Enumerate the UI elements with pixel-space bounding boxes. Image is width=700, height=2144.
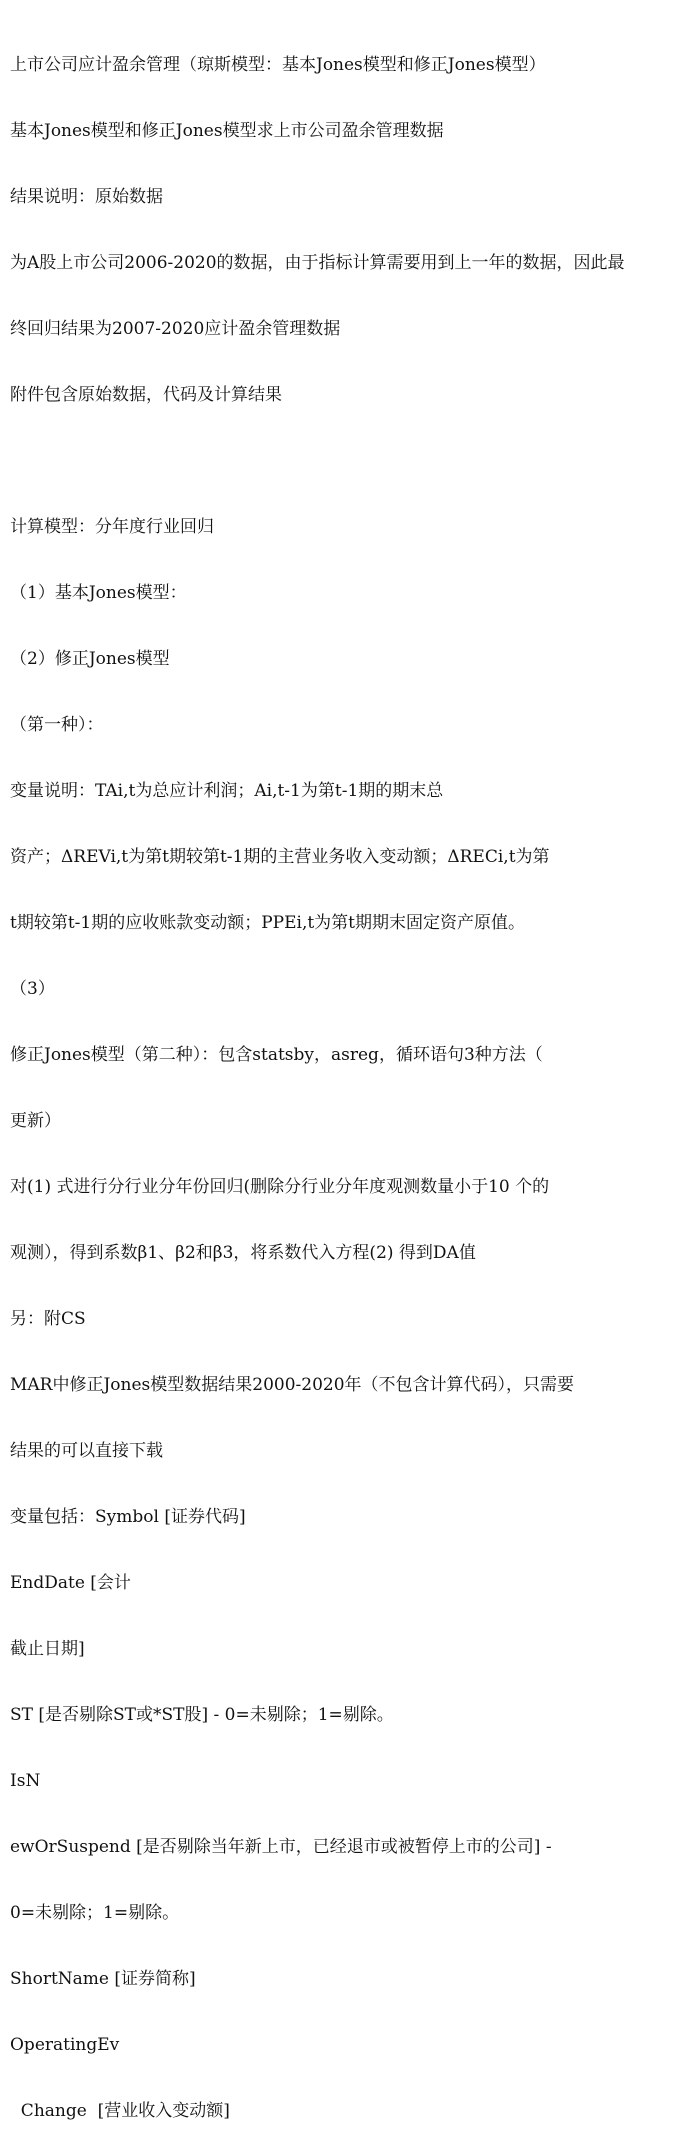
- method-line: 修正Jones模型（第二种）：包含statsby，asreg，循环语句3种方法（: [10, 1045, 543, 1065]
- variable-list-line: IsN: [10, 1771, 41, 1791]
- variable-description-line: t期较第t-1期的应收账款变动额；PPEi,t为第t期期末固定资产原值。: [10, 913, 526, 933]
- variable-list-line: ShortName [证券简称]: [10, 1969, 196, 1989]
- note-line: 结果的可以直接下载: [10, 1441, 163, 1461]
- variable-list-line: ewOrSuspend [是否剔除当年新上市，已经退市或被暂停上市的公司] -: [10, 1837, 552, 1857]
- variable-description-line: 变量说明：TAi,t为总应计利润；Ai,t-1为第t-1期的期末总: [10, 781, 444, 801]
- variable-list-line: Change [营业收入变动额]: [10, 2101, 230, 2121]
- variable-list-line: 0=未剔除；1=剔除。: [10, 1903, 180, 1923]
- blank-line: [10, 450, 700, 472]
- variable-list-line: OperatingEv: [10, 2035, 120, 2055]
- description-line: 终回归结果为2007-2020应计盈余管理数据: [10, 319, 341, 339]
- method-line: 更新）: [10, 1111, 61, 1131]
- variable-description-line: 资产；ΔREVi,t为第t期较第t-1期的主营业务收入变动额；ΔRECi,t为第: [10, 847, 550, 867]
- document-text: [10, 10, 700, 2144]
- model-item-line: （2）修正Jones模型: [10, 649, 170, 669]
- title-line: 上市公司应计盈余管理（琼斯模型：基本Jones模型和修正Jones模型）: [10, 55, 546, 75]
- note-line: MAR中修正Jones模型数据结果2000-2020年（不包含计算代码），只需要: [10, 1375, 575, 1395]
- variable-list-line: EndDate [会计: [10, 1573, 131, 1593]
- model-heading-line: 计算模型：分年度行业回归: [10, 517, 214, 537]
- regression-line: 观测），得到系数β1、β2和β3，将系数代入方程(2) 得到DA值: [10, 1243, 476, 1263]
- variable-list-line: ST [是否剔除ST或*ST股] - 0=未剔除；1=剔除。: [10, 1705, 394, 1725]
- model-item-line: （3）: [10, 979, 55, 999]
- subtitle-line: 基本Jones模型和修正Jones模型求上市公司盈余管理数据: [10, 121, 444, 141]
- description-line: 为A股上市公司2006-2020的数据，由于指标计算需要用到上一年的数据，因此最: [10, 253, 625, 273]
- variable-list-line: 变量包括：Symbol [证券代码]: [10, 1507, 246, 1527]
- note-line: 另：附CS: [10, 1309, 86, 1329]
- result-label-line: 结果说明：原始数据: [10, 187, 163, 207]
- variable-list-line: 截止日期]: [10, 1639, 85, 1659]
- regression-line: 对(1) 式进行分行业分年份回归(删除分行业分年度观测数量小于10 个的: [10, 1177, 550, 1197]
- attachment-line: 附件包含原始数据，代码及计算结果: [10, 385, 282, 405]
- model-item-line: （第一种）：: [10, 715, 104, 735]
- model-item-line: （1）基本Jones模型：: [10, 583, 187, 603]
